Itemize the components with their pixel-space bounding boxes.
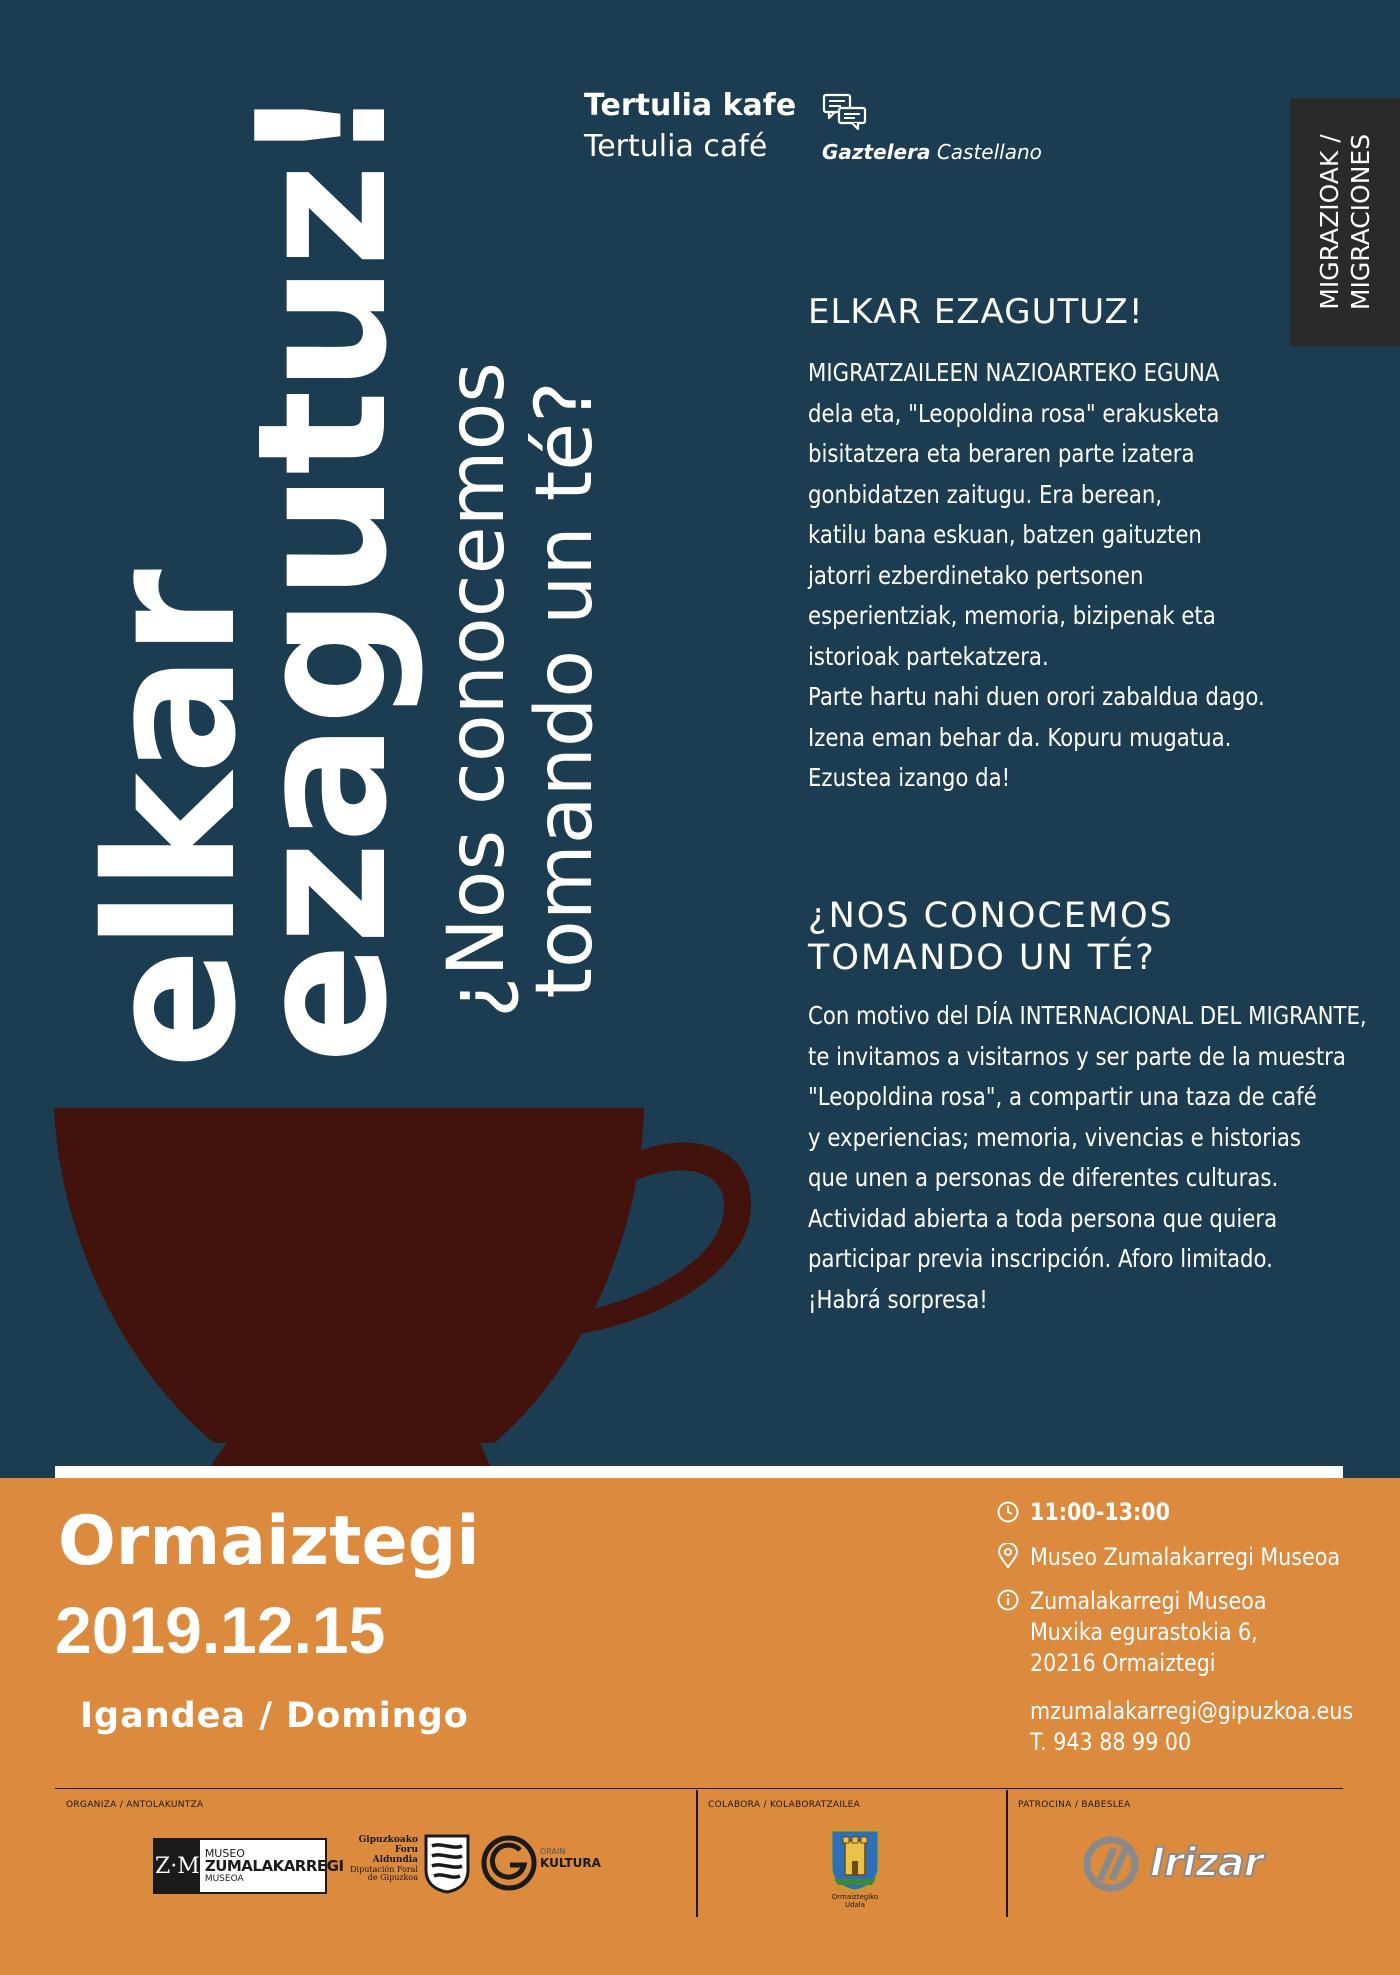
event-date: 2019.12.15 — [55, 1593, 386, 1667]
gipuzkoa-line: Diputación Foral — [350, 1864, 418, 1874]
coffee-cup-illustration — [54, 1108, 754, 1470]
event-type-eu: Tertulia kafe — [584, 88, 797, 123]
language-es: Castellano — [936, 140, 1042, 164]
basque-line: jatorri ezberdinetako pertsonen — [808, 560, 1144, 590]
irizar-logo-text: Irizar — [1150, 1840, 1263, 1886]
basque-line: bisitatzera eta beraren parte izatera — [808, 439, 1195, 468]
event-contact — [1030, 1696, 1353, 1758]
zm-line: MUSEOA — [204, 1873, 244, 1884]
gipuzkoa-line: Foru Aldundia — [372, 1844, 418, 1865]
spanish-highlight: DÍA INTERNACIONAL DEL MIGRANTE — [975, 1001, 1360, 1030]
gipuzkoa-logo-text — [350, 1836, 418, 1883]
location-pin-icon — [996, 1543, 1020, 1569]
spanish-heading — [808, 895, 1174, 979]
contact-email[interactable]: mzumalakarregi@gipuzkoa.eus — [1030, 1697, 1354, 1725]
title-line-tomando-un-te: tomando un té? — [520, 381, 610, 999]
basque-line: MIGRATZAILEEN NAZIOARTEKO EGUNA — [808, 358, 1220, 387]
title-line-elkar: elkar — [68, 570, 275, 1070]
event-place: Ormaiztegi — [58, 1502, 480, 1581]
gipuzkoa-line: Gipuzkoako — [358, 1835, 418, 1845]
basque-line: Izena eman behar da. Kopuru mugatua. — [808, 722, 1232, 752]
colabora-label: COLABORA / KOLABORATZAILEA — [708, 1800, 861, 1810]
divider-line — [55, 1466, 1343, 1478]
spanish-line-first — [808, 996, 1367, 1037]
zm-mark: Z·M — [155, 1840, 200, 1892]
spanish-line: te invitamos a visitarnos y ser parte de la muestra — [808, 1041, 1346, 1071]
gipuzkoa-shield-icon — [424, 1834, 470, 1894]
basque-body — [808, 353, 1265, 799]
zm-line: MUSEO — [204, 1846, 245, 1860]
spanish-prefix: Con motivo del — [808, 1001, 976, 1030]
event-type-es: Tertulia café — [584, 129, 768, 164]
udala-line: Udala — [844, 1900, 866, 1909]
patrocina-label: PATROCINA / BABESLEA — [1018, 1800, 1131, 1810]
title-line-nos-conocemos: ¿Nos conocemos — [432, 362, 522, 1018]
basque-line: gonbidatzen zaitugu. Era berean, — [808, 479, 1163, 509]
footer-separator — [696, 1790, 698, 1917]
spanish-suffix: , — [1359, 1001, 1367, 1030]
side-tab-migraciones — [1290, 98, 1400, 346]
spanish-body — [808, 996, 1367, 1320]
event-time: 11:00-13:00 — [1030, 1498, 1170, 1526]
language-eu: Gaztelera — [822, 140, 931, 164]
event-venue: Museo Zumalakarregi Museoa — [1030, 1543, 1341, 1571]
spanish-line: Actividad abierta a toda persona que quiera — [808, 1203, 1278, 1233]
zumalakarregi-logo — [153, 1838, 344, 1894]
spanish-heading-line-2: TOMANDO UN TÉ? — [808, 938, 1156, 978]
event-address — [1030, 1586, 1266, 1679]
address-line: Zumalakarregi Museoa — [1030, 1587, 1267, 1615]
spanish-heading-line-1: ¿NOS CONOCEMOS — [808, 896, 1174, 936]
title-line-ezagutuz: ezagutuz! — [219, 86, 426, 1064]
contact-phone: T. 943 88 99 00 — [1030, 1728, 1192, 1756]
language-label — [822, 140, 1042, 164]
basque-line: katilu bana eskuan, batzen gaituzten — [808, 520, 1202, 549]
gipuzkoa-line: de Gipuzkoa — [367, 1873, 418, 1883]
basque-line: Parte hartu nahi duen orori zabaldua dago. — [808, 682, 1265, 711]
basque-line: dela eta, "Leopoldina rosa" erakusketa — [808, 398, 1220, 428]
basque-line: esperientziak, memoria, bizipenak eta — [808, 601, 1216, 630]
irizar-logo-icon — [1080, 1836, 1142, 1892]
spanish-line: y experiencias; memoria, vivencias e historias — [808, 1122, 1301, 1152]
orain-line: KULTURA — [540, 1855, 601, 1870]
side-tab-line-2: MIGRACIONES — [1346, 133, 1375, 311]
orain-kultura-text — [540, 1848, 601, 1870]
udala-line: Ormaiztegiko — [831, 1893, 879, 1901]
ormaiztegi-coat-of-arms-icon — [828, 1827, 882, 1893]
spanish-line: participar previa inscripción. Aforo limitado. — [808, 1244, 1273, 1273]
event-type — [584, 88, 796, 164]
address-line: Muxika egurastokia 6, — [1030, 1618, 1258, 1646]
ormaiztegi-udala-text — [810, 1894, 900, 1909]
organiza-label: ORGANIZA / ANTOLAKUNTZA — [66, 1800, 204, 1810]
chat-bubbles-icon — [822, 93, 868, 131]
spanish-line: ¡Habrá sorpresa! — [808, 1284, 988, 1314]
basque-line: istorioak partekatzera. — [808, 641, 1049, 671]
side-tab-text — [1314, 134, 1377, 310]
orain-kultura-icon — [480, 1834, 538, 1892]
zm-line: ZUMALAKARREGI — [204, 1857, 344, 1876]
info-icon — [996, 1588, 1020, 1612]
event-day: Igandea / Domingo — [80, 1696, 469, 1736]
spanish-line: que unen a personas de diferentes culturas. — [808, 1163, 1279, 1192]
basque-heading: ELKAR EZAGUTUZ! — [808, 292, 1144, 332]
zm-text — [200, 1848, 344, 1885]
footer-separator — [1006, 1790, 1008, 1917]
basque-line: Ezustea izango da! — [808, 763, 1011, 792]
clock-icon — [996, 1500, 1020, 1524]
address-line: 20216 Ormaiztegi — [1030, 1649, 1216, 1677]
spanish-line: "Leopoldina rosa", a compartir una taza de café — [808, 1082, 1317, 1111]
orain-line: ORAIN — [540, 1847, 566, 1856]
side-tab-line-1: MIGRAZIOAK / — [1314, 134, 1344, 310]
